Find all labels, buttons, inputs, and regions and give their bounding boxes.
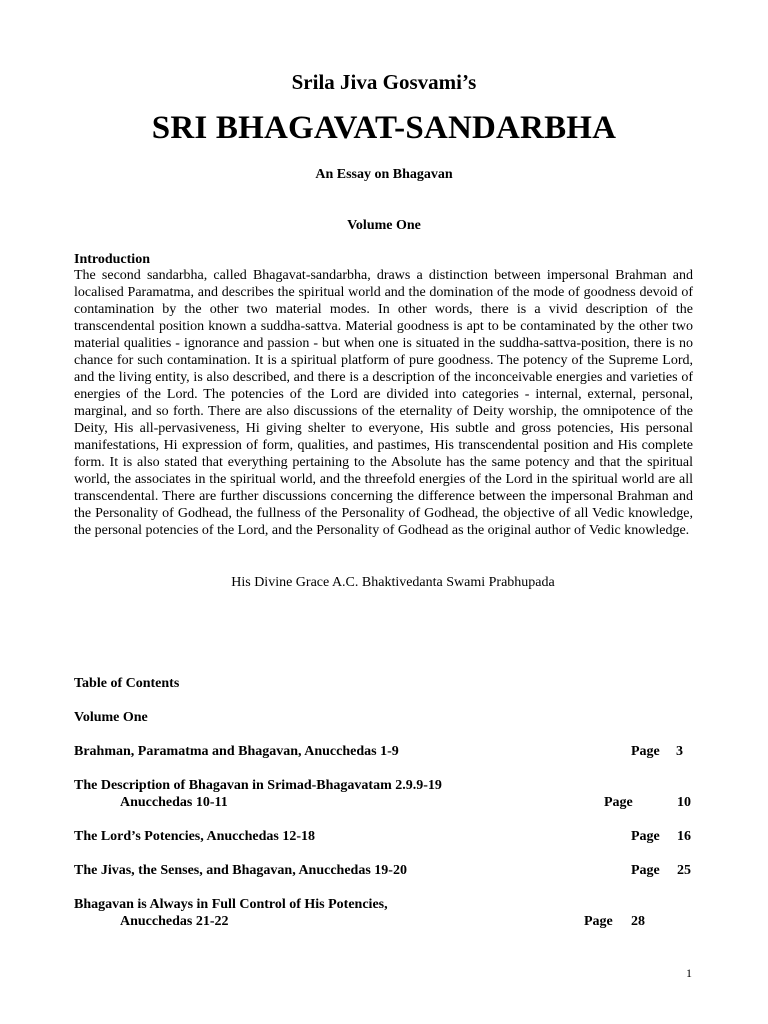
toc-entry-page-number: 3	[676, 744, 683, 759]
toc-entry-subtitle[interactable]: Anucchedas 10-11	[120, 795, 228, 810]
introduction-signature: His Divine Grace A.C. Bhaktivedanta Swami Prabhupada	[231, 575, 555, 590]
toc-entry-page-label: Page	[631, 829, 660, 844]
toc-entry-page-number: 16	[677, 829, 691, 844]
toc-entry-page-number: 25	[677, 863, 691, 878]
introduction-body: The second sandarbha, called Bhagavat-sandarbha, draws a distinction between impersonal Brahman and localised Paramatma, and describes the spiritual world and the domination of the mode of goodness devoid of contamination by the other two material modes. In other words, there is a vivid description of the transcendental position known a suddha-sattva. Material goodness is apt to be contaminated by the other two material qualities - ignorance and passion - but when one is situated in the suddha-sattva-position, there is no chance for such contamination. It is a spiritual platform of pure goodness. The potency of the Supreme Lord, and the living entity, is also described, and there is a description of the inconceivable energies and varieties of energies of the Lord. The potencies of the Lord are divided into categories - internal, external, personal, marginal, and so forth. There are also discussions of the eternality of Deity worship, the omnipotence of the Deity, His all-pervasiveness, Hi giving shelter to everyone, His subtle and gross potencies, His personal manifestations, Hi expression of form, qualities, and pastimes, His transcendental position and His complete form. It is also stated that everything pertaining to the Absolute has the same potency and that the spiritual world, the associates in the spiritual world, and the threefold energies of the Lord in the spiritual world are all transcendental. There are further discussions concerning the difference between the impersonal Brahman and the Personality of Godhead, the fullness of the Personality of Godhead, the objective of all Vedic knowledge, the personal potencies of the Lord, and the Personality of Godhead as the original author of Vedic knowledge.	[74, 268, 693, 538]
toc-entry-page-label: Page	[604, 795, 633, 810]
toc-entry-page-label: Page	[584, 914, 613, 929]
toc-entry-page-label: Page	[631, 863, 660, 878]
volume-label: Volume One	[347, 218, 421, 233]
toc-entry-page-label: Page	[631, 744, 660, 759]
toc-entry-title[interactable]: Brahman, Paramatma and Bhagavan, Anucchedas 1-9	[74, 744, 399, 759]
page-number: 1	[686, 966, 692, 980]
toc-entry-title[interactable]: The Description of Bhagavan in Srimad-Bhagavatam 2.9.9-19	[74, 778, 442, 793]
author-line: Srila Jiva Gosvami’s	[291, 70, 477, 94]
toc-heading: Table of Contents	[74, 676, 180, 691]
toc-entry-title[interactable]: The Lord’s Potencies, Anucchedas 12-18	[74, 829, 315, 844]
toc-entry-title[interactable]: The Jivas, the Senses, and Bhagavan, Anucchedas 19-20	[74, 863, 407, 878]
document-subtitle: An Essay on Bhagavan	[315, 167, 453, 182]
toc-entry-page-number: 10	[677, 795, 691, 810]
toc-entry-title[interactable]: Bhagavan is Always in Full Control of His Potencies,	[74, 897, 388, 912]
toc-entry-subtitle[interactable]: Anucchedas 21-22	[120, 914, 229, 929]
toc-volume-label: Volume One	[74, 710, 148, 725]
introduction-heading: Introduction	[74, 252, 150, 267]
toc-entry-page-number: 28	[631, 914, 645, 929]
document-title: SRI BHAGAVAT-SANDARBHA	[151, 110, 617, 146]
